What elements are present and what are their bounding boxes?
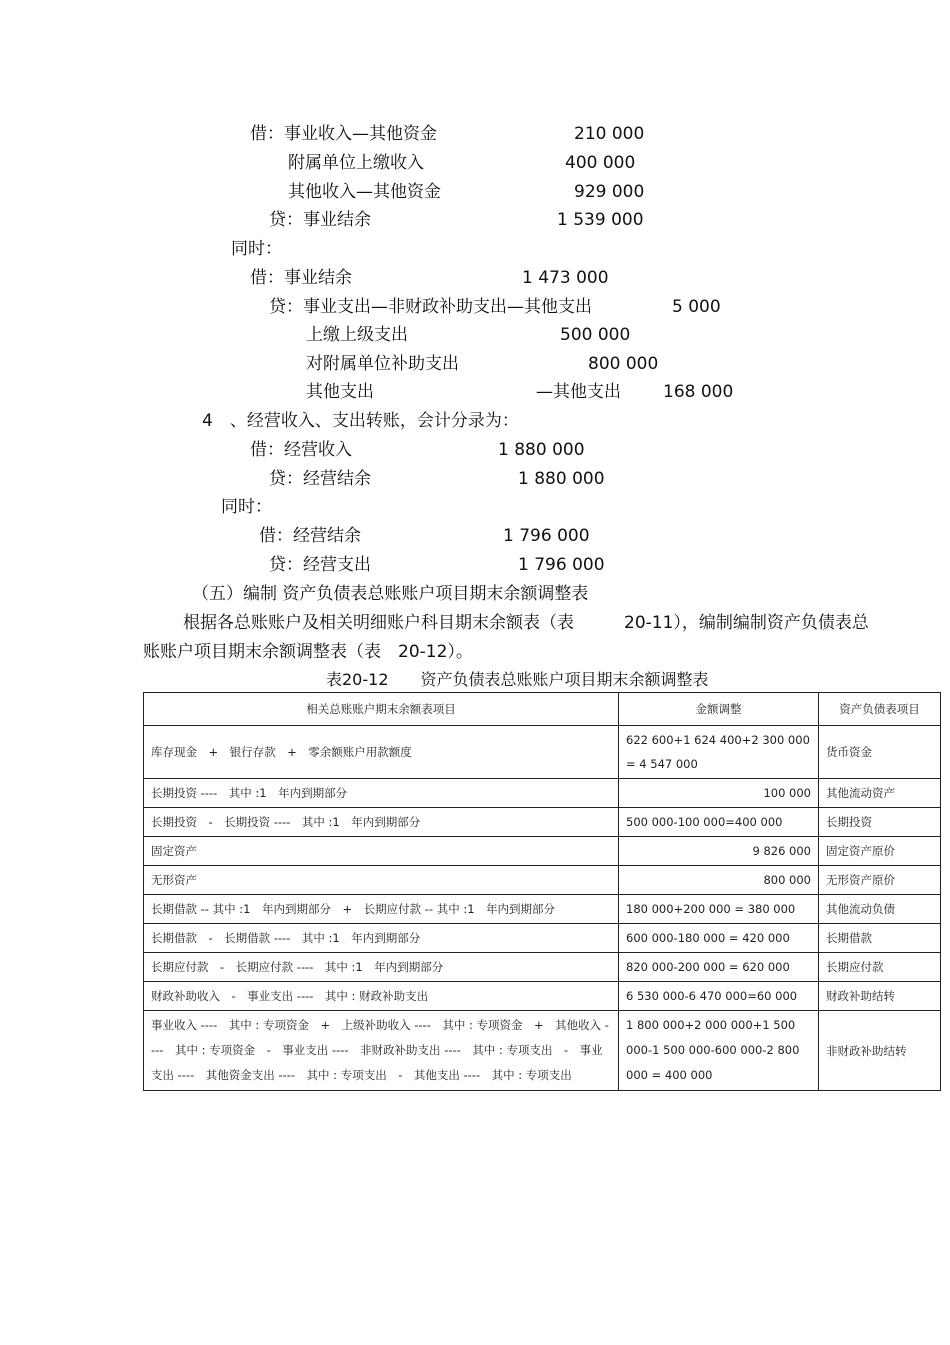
amount-cell: 800 000	[619, 866, 819, 895]
bs-item-cell: 货币资金	[819, 726, 941, 779]
adjustment-table	[143, 692, 941, 1091]
table-row	[144, 726, 941, 779]
table-row	[144, 982, 941, 1011]
table-row	[144, 1011, 941, 1091]
item-cell: 无形资产	[144, 866, 619, 895]
table-row	[144, 837, 941, 866]
entry-text: 附属单位上缴收入	[288, 153, 424, 173]
table-row	[144, 779, 941, 808]
column-header: 金额调整	[619, 693, 819, 726]
table-row	[144, 924, 941, 953]
paragraph-line: 账账户项目期末余额调整表（表 20-12）。	[143, 642, 473, 662]
item-cell: 固定资产	[144, 837, 619, 866]
item-cell: 长期投资 ---- 其中 :1 年内到期部分	[144, 779, 619, 808]
section-heading: （五）编制 资产负债表总账账户项目期末余额调整表	[192, 584, 589, 604]
item-cell: 财政补助收入 - 事业支出 ---- 其中 : 财政补助支出	[144, 982, 619, 1011]
entry-text: 借：事业结余	[250, 268, 352, 288]
entry-text: 借：经营收入	[250, 440, 352, 460]
bs-item-cell: 无形资产原价	[819, 866, 941, 895]
entry-text: 贷：经营结余	[269, 469, 371, 489]
entry-amount: 400 000	[565, 153, 636, 173]
amount-cell: 600 000-180 000 = 420 000	[619, 924, 819, 953]
entry-amount: 1 473 000	[522, 268, 609, 288]
paragraph-line: 根据各总账账户及相关明细账户科目期末余额表（表	[183, 613, 574, 633]
bs-item-cell: 财政补助结转	[819, 982, 941, 1011]
entry-text: 借：事业收入—其他资金	[250, 124, 437, 144]
bs-item-cell: 非财政补助结转	[819, 1011, 941, 1091]
entry-amount: 1 880 000	[498, 440, 585, 460]
entry-text: 贷：事业支出—非财政补助支出—其他支出	[269, 297, 592, 317]
item-cell: 库存现金 + 银行存款 + 零余额账户用款额度	[144, 726, 619, 779]
bs-item-cell: 长期应付款	[819, 953, 941, 982]
entry-text: 同时：	[221, 497, 272, 517]
amount-cell: 180 000+200 000 = 380 000	[619, 895, 819, 924]
entry-amount: 1 880 000	[518, 469, 605, 489]
entry-amount: 500 000	[560, 325, 631, 345]
entry-text: 同时：	[231, 239, 282, 259]
column-header: 资产负债表项目	[819, 693, 941, 726]
entry-text: 贷：经营支出	[269, 555, 371, 575]
bs-item-cell: 长期投资	[819, 808, 941, 837]
bs-item-cell: 其他流动负债	[819, 895, 941, 924]
amount-cell: 9 826 000	[619, 837, 819, 866]
table-row	[144, 866, 941, 895]
entry-text: 其他收入—其他资金	[288, 182, 441, 202]
entry-amount: 1 796 000	[503, 526, 590, 546]
entry-amount: 800 000	[588, 354, 659, 374]
paragraph-line: 20-11），编制编制资产负债表总	[624, 613, 869, 633]
bs-item-cell: 其他流动资产	[819, 779, 941, 808]
entry-text: 贷：事业结余	[269, 210, 371, 230]
table-row	[144, 895, 941, 924]
amount-cell: 820 000-200 000 = 620 000	[619, 953, 819, 982]
amount-cell: 622 600+1 624 400+2 300 000 = 4 547 000	[619, 726, 819, 779]
item-cell: 长期投资 - 长期投资 ---- 其中 :1 年内到期部分	[144, 808, 619, 837]
entry-amount: 210 000	[574, 124, 645, 144]
table-caption: 表20-12 资产负债表总账账户项目期末余额调整表	[326, 670, 709, 689]
table-header-row	[144, 693, 941, 726]
entry-text: 对附属单位补助支出	[306, 354, 459, 374]
entry-amount: 5 000	[672, 297, 721, 317]
amount-cell: 100 000	[619, 779, 819, 808]
entry-amount: 168 000	[663, 382, 734, 402]
column-header: 相关总账账户期末余额表项目	[144, 693, 619, 726]
entry-amount: 1 539 000	[557, 210, 644, 230]
entry-subaccount: —其他支出	[536, 382, 621, 402]
entry-amount: 929 000	[574, 182, 645, 202]
entry-text: 4 、经营收入、支出转账，会计分录为：	[202, 411, 519, 431]
bs-item-cell: 固定资产原价	[819, 837, 941, 866]
item-cell: 长期借款 - 长期借款 ---- 其中 :1 年内到期部分	[144, 924, 619, 953]
entry-text: 其他支出	[306, 382, 374, 402]
amount-cell: 1 800 000+2 000 000+1 500 000-1 500 000-600 000-2 800 000 = 400 000	[619, 1011, 819, 1091]
entry-text: 上缴上级支出	[306, 325, 408, 345]
entry-amount: 1 796 000	[518, 555, 605, 575]
bs-item-cell: 长期借款	[819, 924, 941, 953]
item-cell: 长期借款 -- 其中 :1 年内到期部分 + 长期应付款 -- 其中 :1 年内到期部分	[144, 895, 619, 924]
table-row	[144, 808, 941, 837]
entry-text: 借：经营结余	[259, 526, 361, 546]
amount-cell: 6 530 000-6 470 000=60 000	[619, 982, 819, 1011]
item-cell: 事业收入 ---- 其中 : 专项资金 + 上级补助收入 ---- 其中 : 专项资金 + 其他收入 ---- 其中 : 专项资金 - 事业支出 ---- 非财政补助支出 ---- 其中 : 专项支出 - 事业支出 ---- 其他资金支出 ---- 其中 : 专项支出 - 其他支出 ---- 其中 : 专项支出	[144, 1011, 619, 1091]
item-cell: 长期应付款 - 长期应付款 ---- 其中 :1 年内到期部分	[144, 953, 619, 982]
amount-cell: 500 000-100 000=400 000	[619, 808, 819, 837]
table-row	[144, 953, 941, 982]
